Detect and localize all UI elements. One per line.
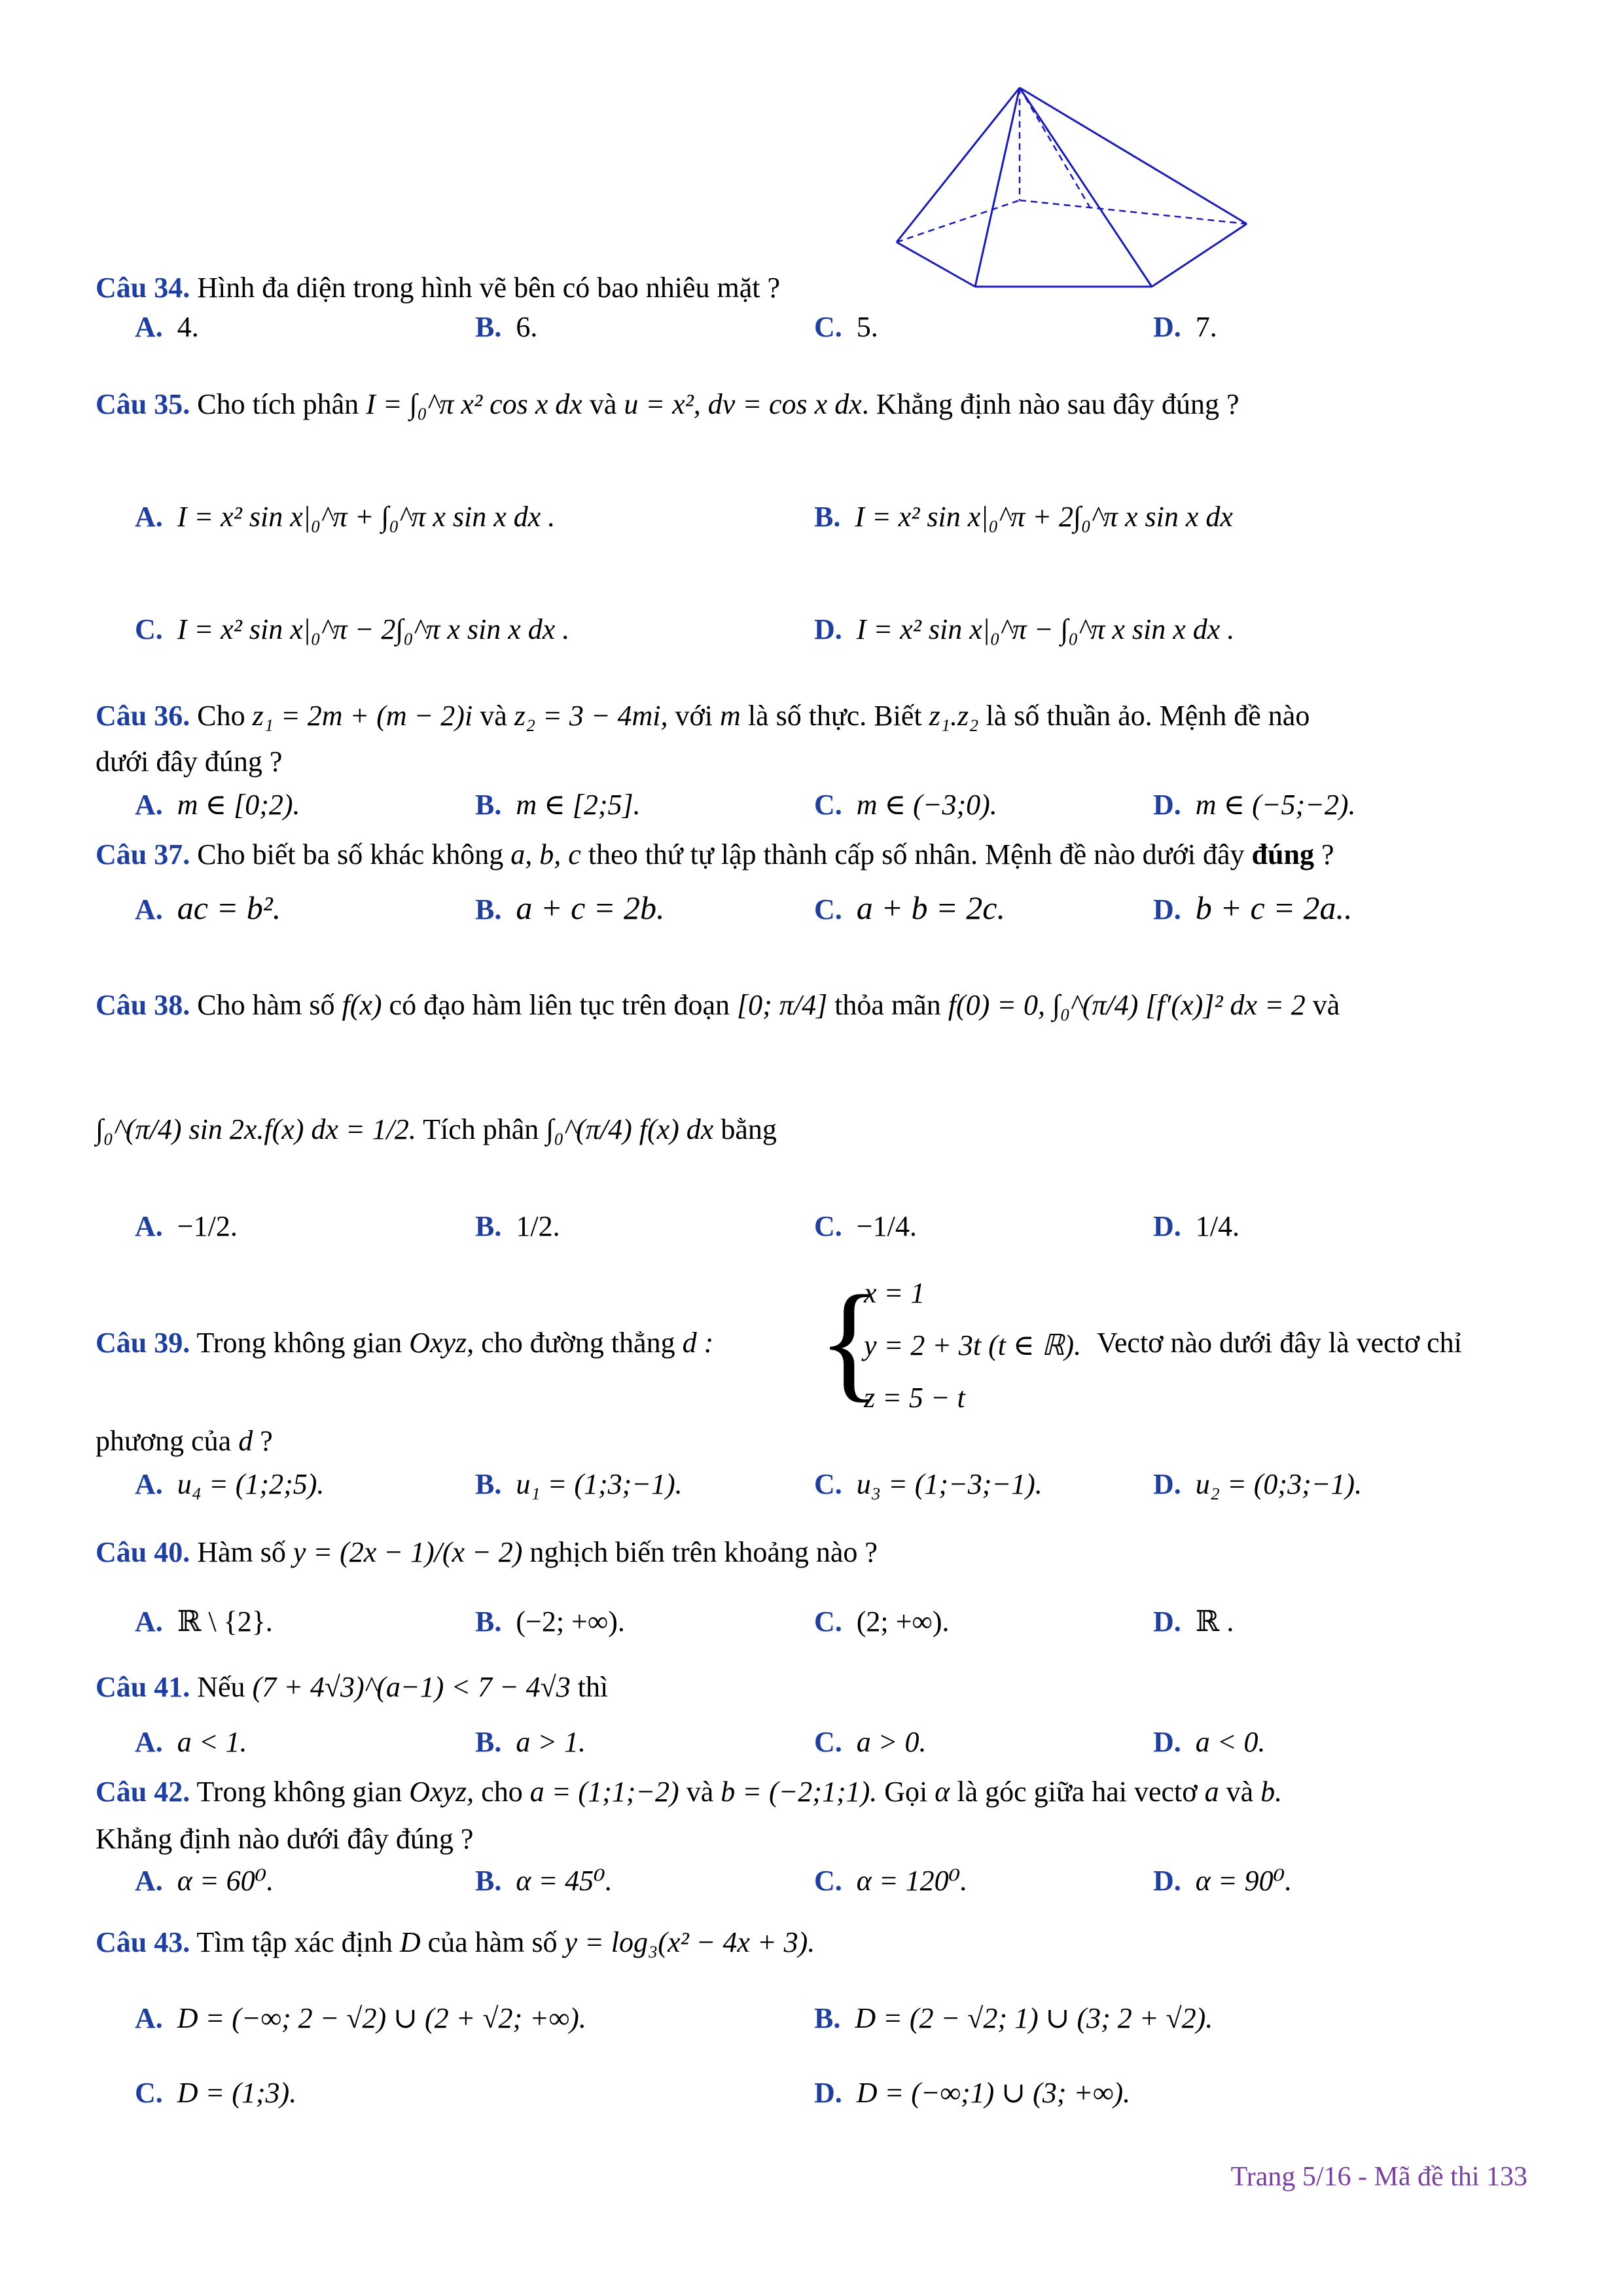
- q40-option-a[interactable]: A. ℝ \ {2}.: [135, 1605, 273, 1638]
- question-41-stem: Câu 41. Nếu (7 + 4√3)^(a−1) < 7 − 4√3 thì: [96, 1671, 609, 1703]
- q37-option-c[interactable]: C. a + b = 2c.: [814, 889, 1005, 926]
- q36-option-a[interactable]: A. m ∈ [0;2).: [135, 789, 300, 821]
- q36-option-d[interactable]: D. m ∈ (−5;−2).: [1153, 789, 1356, 821]
- q36-option-b[interactable]: B. m ∈ [2;5].: [475, 789, 641, 821]
- q40-option-b[interactable]: B. (−2; +∞).: [475, 1605, 625, 1638]
- q41-option-d[interactable]: D. a < 0.: [1153, 1726, 1266, 1758]
- q38-option-b[interactable]: B. 1/2.: [475, 1210, 560, 1242]
- question-42-stem-line2: Khẳng định nào dưới đây đúng ?: [96, 1823, 474, 1855]
- q37-option-a[interactable]: A. ac = b².: [135, 889, 281, 926]
- q39-option-a[interactable]: A. u₄ = (1;2;5).: [135, 1468, 325, 1500]
- q36-option-c[interactable]: C. m ∈ (−3;0).: [814, 789, 997, 821]
- q34-option-d[interactable]: D. 7.: [1153, 311, 1217, 343]
- q42-option-c[interactable]: C. α = 120⁰.: [814, 1865, 968, 1897]
- question-37-stem: Câu 37. Cho biết ba số khác không a, b, c theo thứ tự lập thành cấp số nhân. Mệnh đề nào dưới đây đúng ?: [96, 838, 1334, 870]
- q34-option-a[interactable]: A. 4.: [135, 311, 199, 343]
- q41-option-c[interactable]: C. a > 0.: [814, 1726, 927, 1758]
- question-38-stem-line2: ∫₀^(π/4) sin 2x.f(x) dx = 1/2. Tích phân ∫₀^(π/4) f(x) dx bằng: [96, 1113, 777, 1145]
- q34-option-b[interactable]: B. 6.: [475, 311, 538, 343]
- question-36-stem-line2: dưới đây đúng ?: [96, 745, 283, 778]
- q34-option-c[interactable]: C. 5.: [814, 311, 878, 343]
- q38-option-d[interactable]: D. 1/4.: [1153, 1210, 1240, 1242]
- page-footer: Trang 5/16 - Mã đề thi 133: [1230, 2162, 1527, 2192]
- q41-option-a[interactable]: A. a < 1.: [135, 1726, 247, 1758]
- question-42-stem: Câu 42. Trong không gian Oxyz, cho a = (1;1;−2) và b = (−2;1;1). Gọi α là góc giữa hai vectơ a và b.: [96, 1776, 1283, 1808]
- question-35-stem: Câu 35. Cho tích phân I = ∫₀^π x² cos x dx và u = x², dv = cos x dx. Khẳng định nào sau đây đúng ?: [96, 388, 1240, 420]
- q38-option-a[interactable]: A. −1/2.: [135, 1210, 238, 1242]
- q37-option-b[interactable]: B. a + c = 2b.: [475, 889, 665, 926]
- question-label: Câu 34.: [96, 272, 190, 304]
- q43-option-c[interactable]: C. D = (1;3).: [135, 2077, 297, 2109]
- question-36-stem: Câu 36. Cho z₁ = 2m + (m − 2)i và z₂ = 3 − 4mi, với m là số thực. Biết z₁.z₂ là số thuần ảo. Mệnh đề nào: [96, 700, 1310, 732]
- q39-option-d[interactable]: D. u₂ = (0;3;−1).: [1153, 1468, 1363, 1500]
- q43-option-a[interactable]: A. D = (−∞; 2 − √2) ∪ (2 + √2; +∞).: [135, 2002, 586, 2034]
- question-39-stem: Câu 39. Trong không gian Oxyz, cho đường thẳng d :: [96, 1327, 714, 1359]
- q42-option-a[interactable]: A. α = 60⁰.: [135, 1865, 274, 1897]
- q35-option-b[interactable]: B. I = x² sin x|₀^π + 2∫₀^π x sin x dx: [814, 501, 1233, 533]
- system-brace: {: [818, 1269, 881, 1414]
- q41-option-b[interactable]: B. a > 1.: [475, 1726, 586, 1758]
- question-34-stem: [96, 274, 780, 302]
- q40-option-c[interactable]: C. (2; +∞).: [814, 1605, 950, 1638]
- question-43-stem: Câu 43. Tìm tập xác định D của hàm số y = log₃(x² − 4x + 3).: [96, 1926, 815, 1958]
- question-39-stem-tail: Vectơ nào dưới đây là vectơ chỉ: [1097, 1327, 1462, 1359]
- question-39-stem-line2: phương của d ?: [96, 1425, 273, 1457]
- question-38-stem: Câu 38. Cho hàm số f(x) có đạo hàm liên tục trên đoạn [0; π/4] thỏa mãn f(0) = 0, ∫₀^(π/4) [f′(x)]² dx = 2 và: [96, 989, 1340, 1021]
- pyramid-figure: [890, 79, 1257, 301]
- q42-option-b[interactable]: B. α = 45⁰.: [475, 1865, 613, 1897]
- q39-option-b[interactable]: B. u₁ = (1;3;−1).: [475, 1468, 683, 1500]
- q37-option-d[interactable]: D. b + c = 2a..: [1153, 889, 1353, 926]
- question-40-stem: Câu 40. Hàm số y = (2x − 1)/(x − 2) nghịch biến trên khoảng nào ?: [96, 1536, 878, 1568]
- q38-option-c[interactable]: C. −1/4.: [814, 1210, 917, 1242]
- q43-option-d[interactable]: D. D = (−∞;1) ∪ (3; +∞).: [814, 2077, 1131, 2109]
- q35-option-c[interactable]: C. I = x² sin x|₀^π − 2∫₀^π x sin x dx .: [135, 613, 570, 645]
- question-text: Hình đa diện trong hình vẽ bên có bao nhiêu mặt ?: [197, 272, 781, 304]
- q35-option-a[interactable]: A. I = x² sin x|₀^π + ∫₀^π x sin x dx .: [135, 501, 556, 533]
- q42-option-d[interactable]: D. α = 90⁰.: [1153, 1865, 1293, 1897]
- q40-option-d[interactable]: D. ℝ .: [1153, 1605, 1234, 1638]
- q39-option-c[interactable]: C. u₃ = (1;−3;−1).: [814, 1468, 1043, 1500]
- q43-option-b[interactable]: B. D = (2 − √2; 1) ∪ (3; 2 + √2).: [814, 2002, 1213, 2034]
- q35-option-d[interactable]: D. I = x² sin x|₀^π − ∫₀^π x sin x dx .: [814, 613, 1235, 645]
